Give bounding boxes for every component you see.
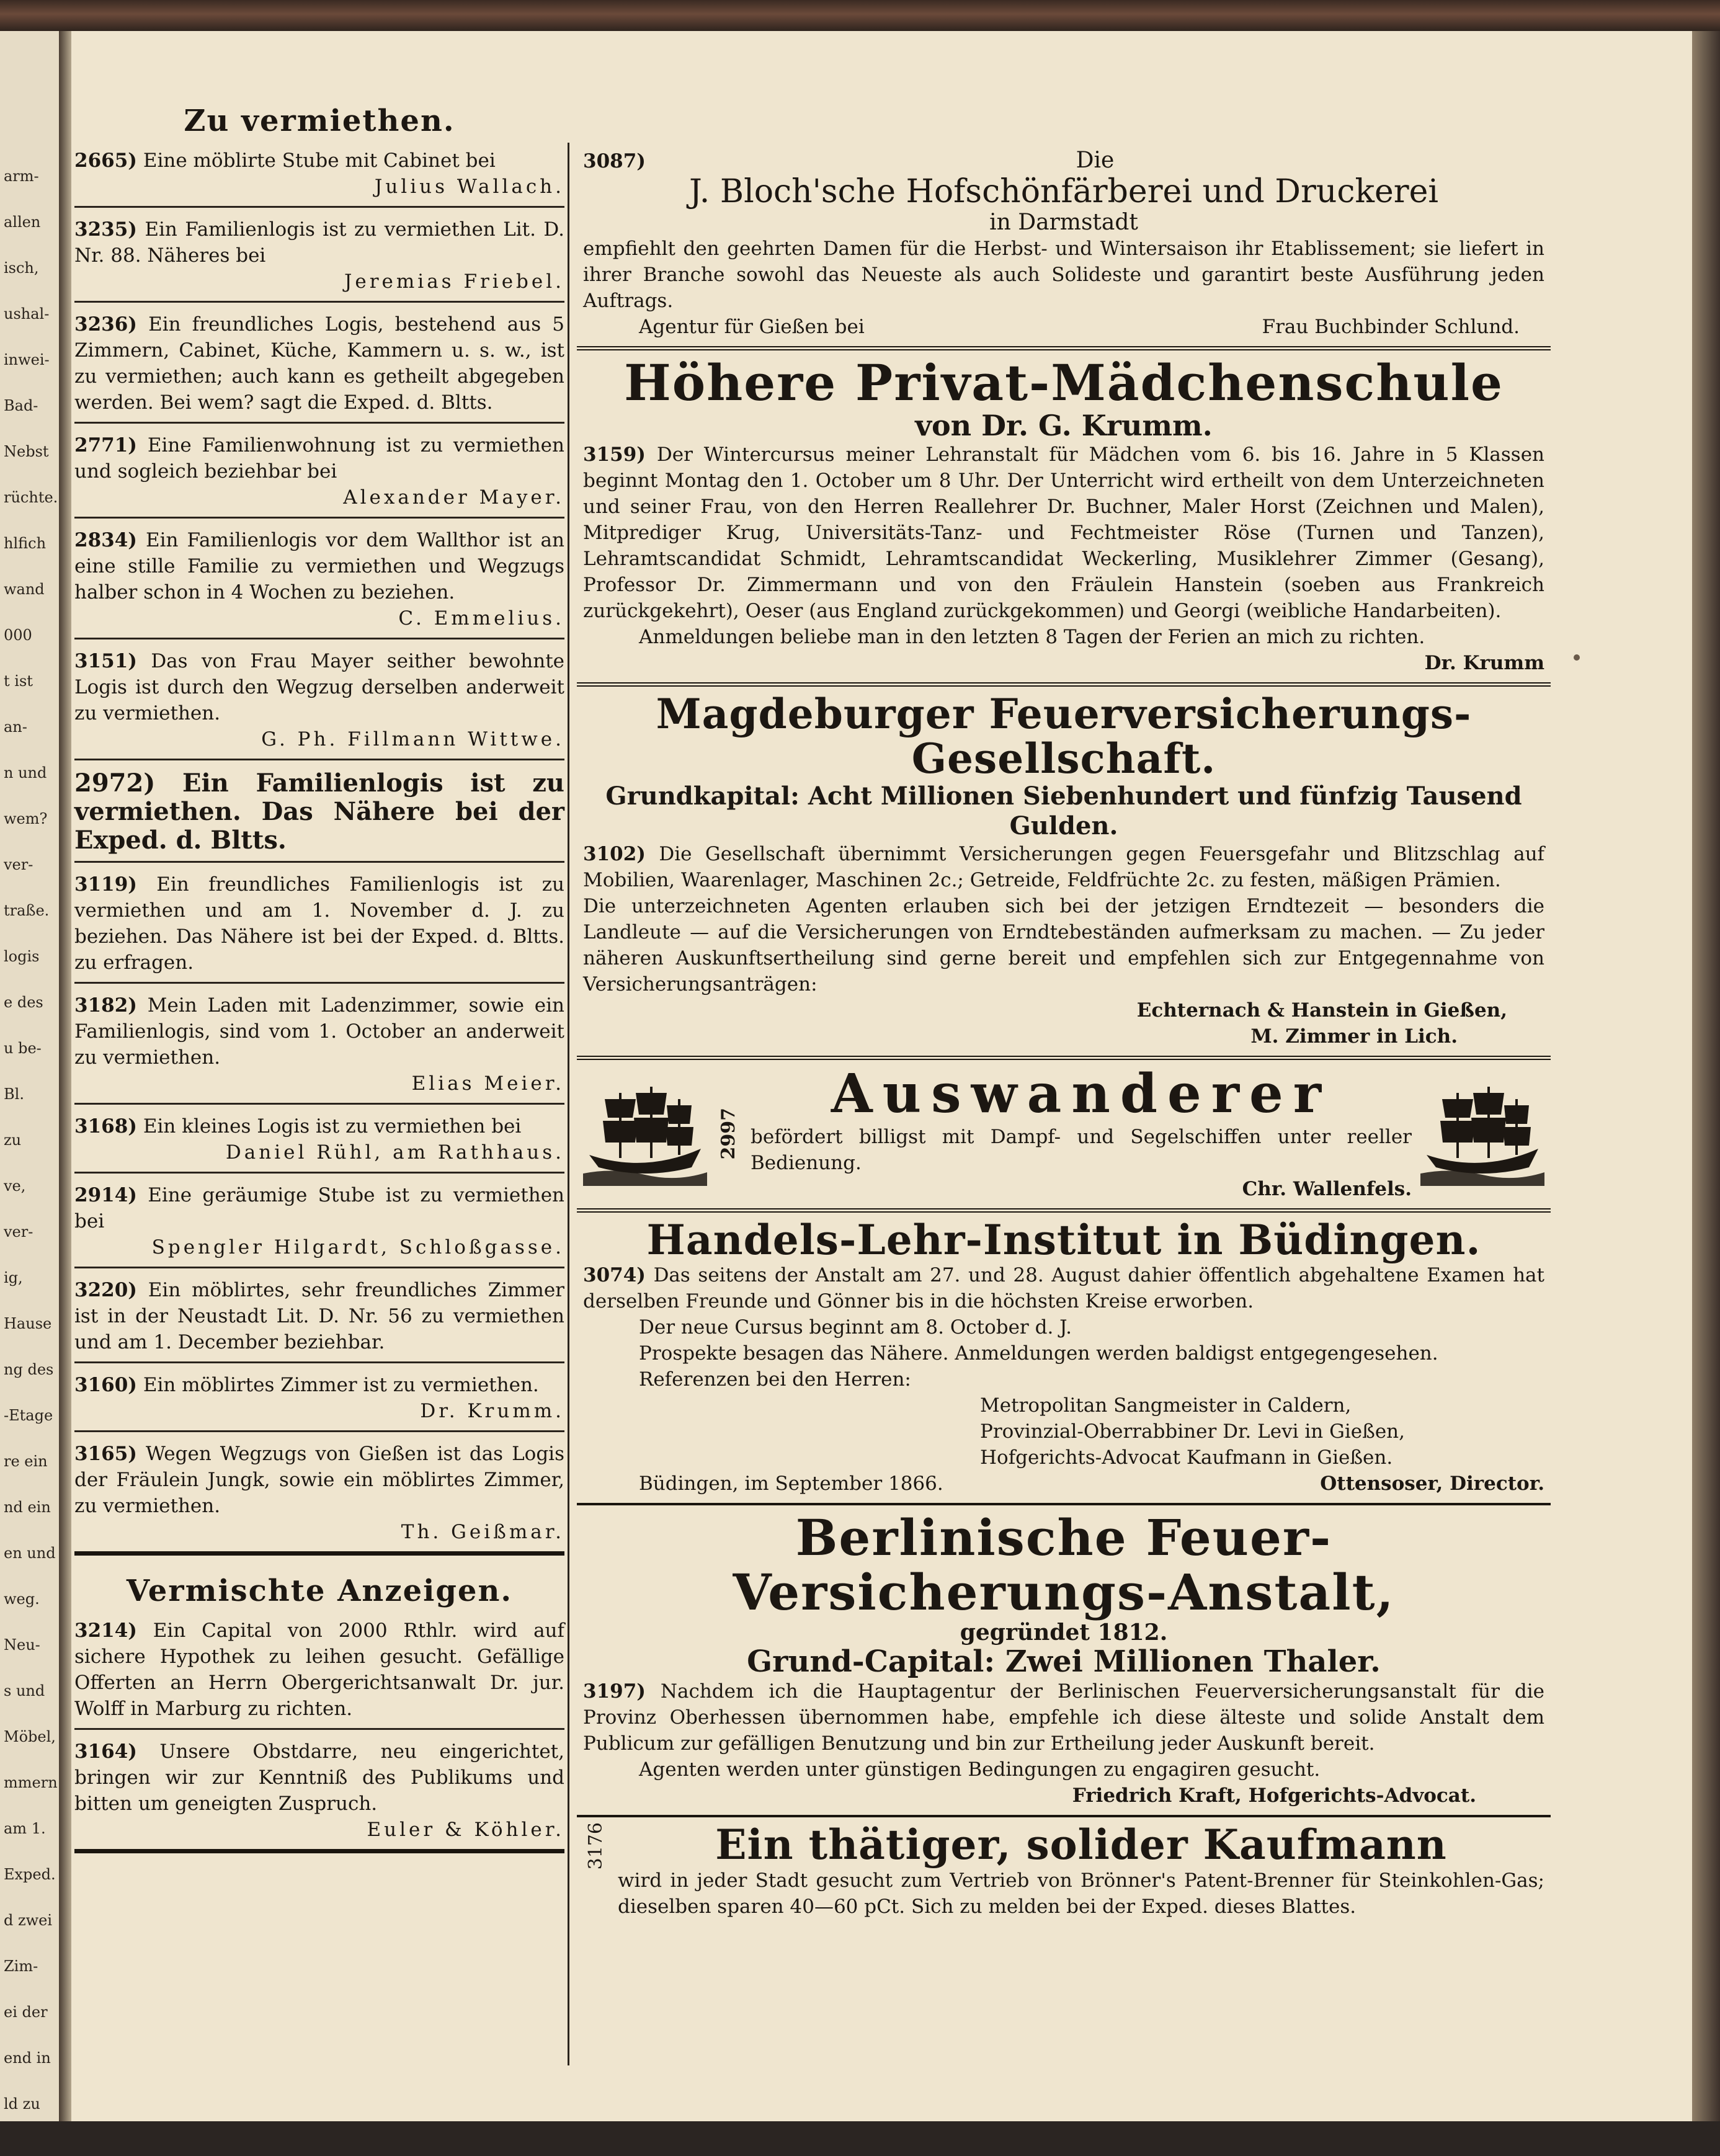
ad-signature: Th. Geißmar. <box>401 1521 564 1543</box>
previous-page-text-fragment: ig, <box>4 1269 23 1286</box>
previous-page-text-fragment: ng des <box>4 1361 54 1378</box>
previous-page-text-fragment: ushal- <box>4 305 50 323</box>
ad-number: 3160) <box>74 1374 137 1396</box>
previous-page-text-fragment: arm- <box>4 167 39 185</box>
previous-page-text-fragment: 000 <box>4 626 32 644</box>
previous-page-text-fragment: ver- <box>4 856 33 873</box>
previous-page-text-fragment: hlfich <box>4 535 47 552</box>
ad-number: 3165) <box>74 1443 137 1465</box>
ad-die: Die <box>1076 148 1115 173</box>
ad-text: Das seitens der Anstalt am 27. und 28. August dahier öffentlich abgehaltene Examen hat derselben Freunde und Gönner bis in die höchsten Kreise erworben. <box>583 1264 1544 1313</box>
agent-label: Agentur für Gießen bei <box>639 316 865 339</box>
previous-page-text-fragment: d zwei <box>4 1912 53 1929</box>
rental-ad <box>74 303 564 424</box>
page-edge <box>1692 31 1720 2156</box>
ad-number: 2914) <box>74 1184 137 1206</box>
ad-text: Ein freundliches Familienlogis ist zu vermiethen und am 1. November d. J. zu beziehen. Das Nähere ist bei der Exped. d. Bltts. zu erfragen. <box>74 873 564 974</box>
previous-page-text-fragment: ve, <box>4 1177 26 1195</box>
ad-title: Höhere Privat-Mädchenschule <box>624 354 1504 412</box>
rental-ads-list <box>74 139 564 1556</box>
previous-page-text-fragment: en und <box>4 1544 56 1562</box>
column-divider <box>568 143 569 2065</box>
previous-page-text-fragment: am 1. <box>4 1820 46 1837</box>
ad-maedchenschule <box>577 350 1551 687</box>
previous-page-text-fragment: wand <box>4 581 45 598</box>
ad-number: 3087) <box>583 150 646 172</box>
ad-signature: Julius Wallach. <box>374 176 564 198</box>
ad-text: Ein möblirtes, sehr freundliches Zimmer ist in der Neustadt Lit. D. Nr. 56 zu vermiethen und am 1. December beziehbar. <box>74 1279 564 1353</box>
ad-number: 3151) <box>74 650 137 672</box>
ad-body <box>74 432 564 484</box>
ad-text: wird in jeder Stadt gesucht zum Vertrieb von Brönner's Patent-Brenner für Steinkohlen-Gas; dieselben sparen 40—60 pCt. Sich zu melden bei der Exped. dieses Blattes. <box>618 1869 1544 1918</box>
previous-page-text-fragment: Exped. <box>4 1866 56 1883</box>
ad-number: 3168) <box>74 1115 137 1138</box>
previous-page-text-fragment: isch, <box>4 259 39 277</box>
ad-auswanderer <box>577 1060 1551 1213</box>
ad-berlin-insurance <box>577 1505 1551 1817</box>
ad-signature: Chr. Wallenfels. <box>1242 1177 1412 1200</box>
ink-spot <box>1574 654 1580 661</box>
ad-text: Eine Familienwohnung ist zu vermiethen und sogleich beziehbar bei <box>74 434 564 483</box>
ad-number: 3214) <box>74 1619 137 1642</box>
previous-page-text-fragment: traße. <box>4 902 50 919</box>
previous-page-text-fragment: Neu- <box>4 1636 40 1654</box>
ad-text-2: Anmeldungen beliebe man in den letzten 8 Tagen der Ferien an mich zu richten. <box>639 625 1425 648</box>
previous-page-text-fragment: an- <box>4 718 27 736</box>
ad-text: Eine möblirte Stube mit Cabinet bei <box>143 149 496 172</box>
ad-capital: Grund-Capital: Zwei Millionen Thaler. <box>747 1644 1381 1680</box>
sailing-ship-icon <box>583 1080 707 1186</box>
ad-title: J. Bloch'sche Hofschönfärberei und Druckerei <box>689 173 1438 210</box>
ad-title: Handels-Lehr-Institut in Büdingen. <box>646 1215 1481 1264</box>
ad-body <box>74 1441 564 1519</box>
ad-signature: Ottensoser, Director. <box>1320 1472 1544 1495</box>
ad-text: Ein Familienlogis ist zu vermiethen Lit. D. Nr. 88. Näheres bei <box>74 218 565 267</box>
ad-number: 3164) <box>74 1740 137 1763</box>
misc-ads-list <box>74 1609 564 1853</box>
ad-number: 3159) <box>583 443 646 466</box>
ad-number: 2834) <box>74 529 137 551</box>
previous-page-text-fragment: nd ein <box>4 1499 51 1516</box>
ad-text: Die Gesellschaft übernimmt Versicherungen gegen Feuersgefahr und Blitzschlag auf Mobilien, Waarenlager, Maschinen 2c.; Getreide, Feldfrüchte 2c. zu festen, mäßigen Prämien. <box>583 842 1545 891</box>
ad-text: Mein Laden mit Ladenzimmer, sowie ein Familienlogis, sind vom 1. October an anderweit zu vermiethen. <box>74 994 564 1069</box>
rental-ad <box>74 1363 564 1432</box>
previous-page-text-fragment: end in <box>4 2049 51 2067</box>
reference-3: Hofgerichts-Advocat Kaufmann in Gießen. <box>980 1446 1393 1469</box>
ad-line-2: Der neue Cursus beginnt am 8. October d. J. <box>639 1316 1072 1339</box>
previous-page-text-fragment: wem? <box>4 810 48 827</box>
ad-number: 3176 <box>585 1822 607 1870</box>
ad-text: Nachdem ich die Hauptagentur der Berlinischen Feuerversicherungsanstalt für die Provinz Oberhessen übernommen habe, empfehle ich diese älteste und solide Anstalt dem Publicum zur gefälligen Benutzung und bin zur Ertheilung jeder Auskunft bereit. <box>583 1680 1544 1755</box>
ad-body <box>74 1739 564 1817</box>
rental-ad <box>74 1730 564 1853</box>
ad-body <box>74 1182 564 1234</box>
ad-text: empfiehlt den geehrten Damen für die Herbst- und Wintersaison ihr Etablissement; sie liefert in ihrer Branche sowohl das Neueste als auch Solideste und garantirt beste Ausführung jeden Auftrags. <box>583 238 1544 313</box>
ad-founded: gegründet 1812. <box>960 1619 1168 1646</box>
ad-text: Ein freundliches Logis, bestehend aus 5 Zimmern, Cabinet, Küche, Kammern u. s. w., ist zu vermiethen; auch kann es getheilt abgegeben werden. Bei wem? sagt die Exped. d. Bltts. <box>74 313 564 414</box>
ad-text: Unsere Obstdarre, neu eingerichtet, bringen wir zur Kenntniß des Publikums und bitten um geneigten Zuspruch. <box>74 1740 564 1815</box>
agent-2: M. Zimmer in Lich. <box>1250 1025 1458 1048</box>
ad-number: 3119) <box>74 873 137 896</box>
ad-handels-institut <box>577 1213 1551 1506</box>
ad-signature: Dr. Krumm. <box>420 1400 564 1422</box>
page-bottom-shadow <box>0 2121 1720 2156</box>
ad-body <box>74 871 564 976</box>
ad-bloch-dyeworks <box>577 143 1551 350</box>
ad-number: 3235) <box>74 218 137 241</box>
rental-ad <box>74 139 564 208</box>
ad-text: Ein Capital von 2000 Rthlr. wird auf sichere Hypothek zu leihen gesucht. Gefällige Offerten an Herrn Obergerichtsanwalt Dr. jur. Wolff in Marburg zu richten. <box>74 1619 565 1720</box>
section-heading-rentals: Zu vermiethen. <box>184 104 455 138</box>
ad-signature: Friedrich Kraft, Hofgerichts-Advocat. <box>1072 1784 1476 1807</box>
ad-title: Ein thätiger, solider Kaufmann <box>715 1820 1447 1869</box>
ad-signature: G. Ph. Fillmann Wittwe. <box>261 728 564 751</box>
previous-page-text-fragment: s und <box>4 1682 45 1699</box>
ad-number: 2771) <box>74 434 137 457</box>
ad-line-3: Prospekte besagen das Nähere. Anmeldungen werden baldigst entgegengesehen. <box>639 1342 1438 1365</box>
agent-name: Frau Buchbinder Schlund. <box>1262 316 1520 339</box>
ad-body <box>74 769 564 855</box>
previous-page-text-fragment: ld zu <box>4 2095 40 2113</box>
ad-capital: Grundkapital: Acht Millionen Siebenhundert und fünfzig Tausend Gulden. <box>605 781 1522 840</box>
ad-signature: Euler & Köhler. <box>367 1819 564 1841</box>
ad-text: Der Wintercursus meiner Lehranstalt für Mädchen vom 6. bis 16. Jahre in 5 Klassen beginnt Montag den 1. October um 8 Uhr. Der Unterricht wird ertheilt von dem Unterzeichneten und seiner Frau, von den Herren Reallehrer Dr. Buchner, Maler Horst (Zeichnen und Malen), Mitprediger Krug, Universitäts-Tanz- und Fechtmeister Röse (Turnen und Tanzen), Lehramtscandidat Schmidt, Lehramtscandidat Weckerling, Musiklehrer Zimmer (Gesang), Professor Dr. Zimmermann und von den Fräulein Hanstein (soeben aus Frankreich zurückgekehrt), Oeser (aus England zurückgekommen) und Georgi (weibliche Handarbeiten). <box>583 443 1545 622</box>
ad-signature: Dr. Krumm <box>1424 651 1544 674</box>
rental-ad <box>74 984 564 1105</box>
rental-ad <box>74 1609 564 1730</box>
rental-ad <box>74 1268 564 1363</box>
previous-page-text-fragment: logis <box>4 948 40 965</box>
rental-ad <box>74 639 564 760</box>
agent-1: Echternach & Hanstein in Gießen, <box>1136 999 1507 1022</box>
previous-page-fragment <box>0 31 61 2156</box>
reference-2: Provinzial-Oberrabbiner Dr. Levi in Gießen, <box>980 1420 1405 1443</box>
previous-page-text-fragment: ver- <box>4 1223 33 1241</box>
right-column <box>577 143 1551 1926</box>
left-column <box>74 99 564 1853</box>
ad-body <box>74 648 564 726</box>
ad-magdeburg-insurance <box>577 687 1551 1060</box>
ad-number: 2972) <box>74 768 156 798</box>
rental-ad <box>74 519 564 639</box>
rental-ad <box>74 208 564 303</box>
ad-kaufmann <box>577 1817 1551 1926</box>
ad-body <box>74 527 564 605</box>
previous-page-text-fragment: e des <box>4 994 43 1011</box>
ad-number: 3197) <box>583 1680 646 1703</box>
ad-body <box>74 1618 564 1722</box>
ad-text: Ein kleines Logis ist zu vermiethen bei <box>143 1115 522 1138</box>
previous-page-text-fragment: allen <box>4 213 41 231</box>
ad-body <box>74 1113 564 1139</box>
previous-page-text-fragment: -Etage <box>4 1407 53 1424</box>
ad-number: 3102) <box>583 842 646 865</box>
ad-signature: Daniel Rühl, am Rathhaus. <box>225 1141 564 1164</box>
page-gutter <box>59 31 71 2156</box>
previous-page-text-fragment: Nebst <box>4 443 49 460</box>
ad-number: 2997 <box>718 1107 739 1160</box>
ad-number: 2665) <box>74 149 137 172</box>
previous-page-text-fragment: zu <box>4 1131 22 1149</box>
ad-body <box>74 1372 564 1398</box>
ad-line-4: Referenzen bei den Herren: <box>639 1368 911 1391</box>
ad-text: Das von Frau Mayer seither bewohnte Logis ist durch den Wegzug derselben anderweit zu vermiethen. <box>74 650 564 724</box>
ad-text-2: Die unterzeichneten Agenten erlauben sich bei der jetzigen Erndtezeit — besonders die Landleute — auf die Versicherungen von Erndtebeständen aufmerksam zu machen. — Zu jeder näheren Auskunftsertheilung sind gerne bereit und empfehlen sich zur Entgegennahme von Versicherungsanträgen: <box>583 894 1544 996</box>
previous-page-text-fragment: n und <box>4 764 47 782</box>
rental-ad <box>74 1105 564 1174</box>
ad-text: Ein Familienlogis vor dem Wallthor ist an eine stille Familie zu vermiethen und Wegzugs halber schon in 4 Wochen zu beziehen. <box>74 529 564 604</box>
previous-page-text-fragment: Zim- <box>4 1958 38 1975</box>
previous-page-text-fragment: Bad- <box>4 397 38 414</box>
previous-page-text-fragment: t ist <box>4 672 33 690</box>
ad-number: 3074) <box>583 1264 646 1287</box>
ad-place-date: Büdingen, im September 1866. <box>639 1472 943 1495</box>
ad-signature: C. Emmelius. <box>398 607 564 630</box>
rental-ad <box>74 424 564 519</box>
previous-page-text-fragment: re ein <box>4 1453 48 1470</box>
ad-number: 3236) <box>74 313 137 336</box>
ad-title: Berlinische Feuer-Versicherungs-Anstalt, <box>733 1508 1395 1622</box>
sailing-ship-icon <box>1420 1080 1544 1186</box>
ad-body <box>74 311 564 416</box>
ad-title: Magdeburger Feuerversicherungs-Gesellschaft. <box>656 689 1472 783</box>
rental-ad <box>74 863 564 984</box>
ad-title: Auswanderer <box>831 1062 1332 1125</box>
ad-text: Eine geräumige Stube ist zu vermiethen bei <box>74 1184 565 1232</box>
ad-signature: Elias Meier. <box>411 1072 564 1095</box>
ad-body <box>74 992 564 1071</box>
ad-subtitle: in Darmstadt <box>989 210 1138 236</box>
previous-page-text-fragment: Möbel, <box>4 1728 56 1745</box>
ad-signature: Alexander Mayer. <box>343 486 564 509</box>
previous-page-text-fragment: weg. <box>4 1590 40 1608</box>
previous-page-text-fragment: Hause <box>4 1315 52 1332</box>
ad-signature: Spengler Hilgardt, Schloßgasse. <box>151 1236 564 1258</box>
ad-text: Ein Familienlogis ist zu vermiethen. Das Nähere bei der Exped. d. Bltts. <box>74 768 564 855</box>
ad-text: befördert billigst mit Dampf- und Segelschiffen unter reeller Bedienung. <box>751 1125 1412 1174</box>
ad-body <box>74 1277 564 1355</box>
ad-body <box>74 148 564 174</box>
previous-page-text-fragment: mmern <box>4 1774 58 1791</box>
previous-page-text-fragment: ei der <box>4 2003 48 2021</box>
previous-page-text-fragment: rüchte. <box>4 489 58 506</box>
book-binding-edge <box>0 0 1720 31</box>
section-heading-misc: Vermischte Anzeigen. <box>126 1574 513 1608</box>
rental-ad <box>74 760 564 863</box>
ad-number: 3182) <box>74 994 137 1017</box>
rental-ad <box>74 1174 564 1268</box>
ad-text-2: Agenten werden unter günstigen Bedingungen zu engagiren gesucht. <box>639 1758 1321 1781</box>
ad-body <box>74 216 564 269</box>
ad-signature: Jeremias Friebel. <box>344 270 564 293</box>
rental-ad <box>74 1432 564 1556</box>
previous-page-text-fragment: inwei- <box>4 351 50 368</box>
previous-page-text-fragment: Bl. <box>4 1085 24 1103</box>
ad-text: Ein möblirtes Zimmer ist zu vermiethen. <box>143 1374 539 1396</box>
ad-subtitle: von Dr. G. Krumm. <box>915 409 1213 443</box>
ad-number: 3220) <box>74 1279 137 1301</box>
previous-page-text-fragment: u be- <box>4 1040 42 1057</box>
reference-1: Metropolitan Sangmeister in Caldern, <box>980 1394 1352 1417</box>
ad-text: Wegen Wegzugs von Gießen ist das Logis der Fräulein Jungk, sowie ein möblirtes Zimmer, zu vermiethen. <box>74 1443 565 1517</box>
